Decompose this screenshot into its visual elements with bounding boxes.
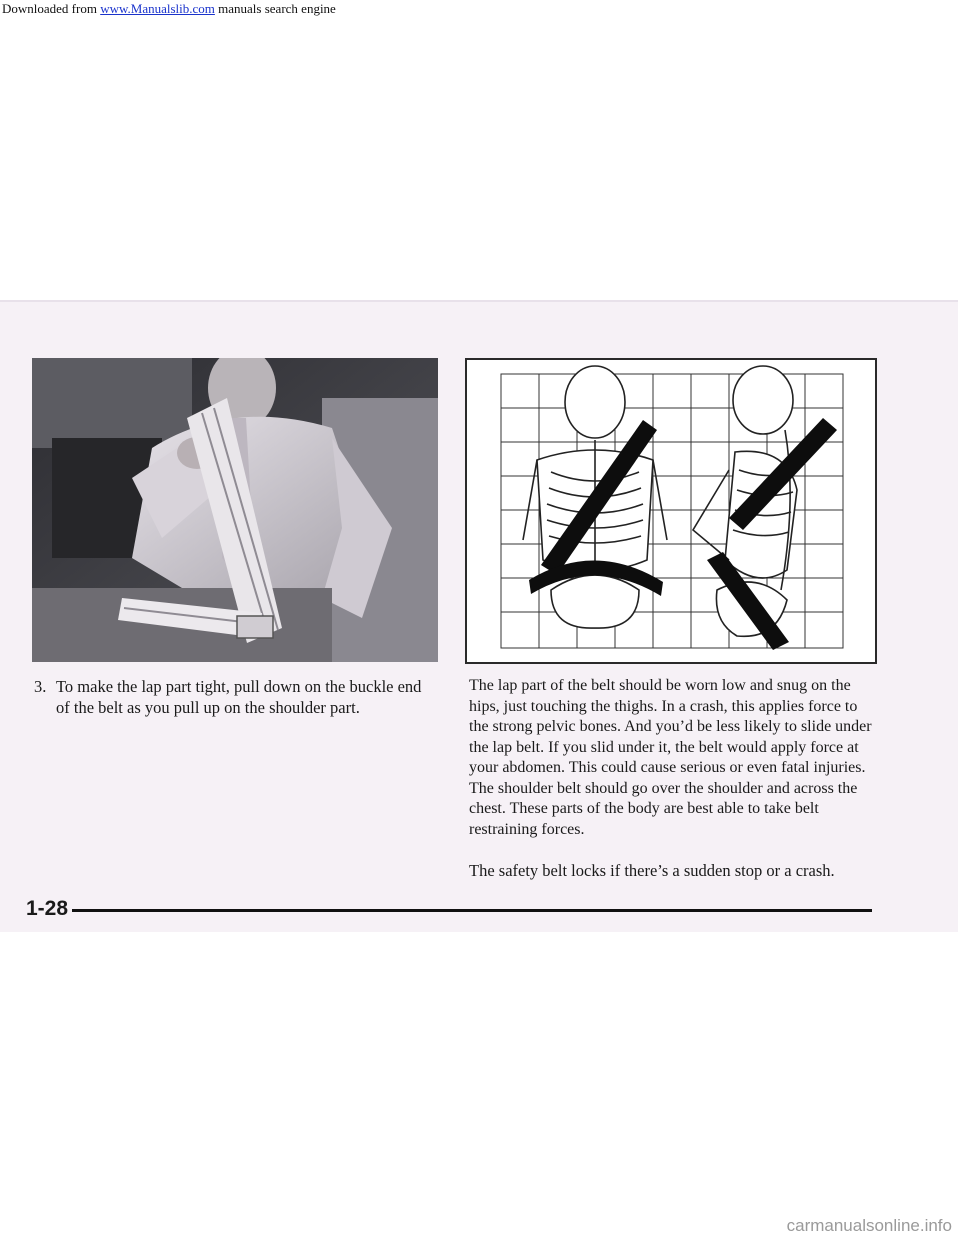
belt-lock-paragraph: The safety belt locks if there’s a sudden stop or a crash. — [469, 861, 835, 880]
step-number: 3. — [34, 677, 47, 696]
site-watermark: carmanualsonline.info — [786, 1216, 952, 1235]
footer-rule — [72, 909, 872, 912]
page-number: 1-28 — [26, 897, 69, 920]
banner-suffix: manuals search engine — [214, 1, 336, 16]
download-banner — [0, 0, 960, 18]
belt-position-diagram — [465, 358, 877, 664]
step-text: To make the lap part tight, pull down on the buckle end of the belt as you pull up on the shoulder part. — [56, 677, 422, 717]
page-top-edge — [0, 300, 958, 302]
instruction-step-3 — [34, 676, 434, 718]
banner-prefix: Downloaded from — [2, 1, 101, 16]
seatbelt-photo — [32, 358, 438, 662]
lap-belt-paragraph: The lap part of the belt should be worn low and snug on the hips, just touching the thighs. In a crash, this applies force to the strong pelvic bones. And you’d be less likely to slide under the lap belt. If you slid under it, the belt would apply force at your abdomen. This could cause serious or even fatal injuries. The shoulder belt should go over the shoulder and across the chest. These parts of the body are best able to take belt restraining forces. — [469, 677, 872, 838]
manualslib-link[interactable]: www.Manualslib.com — [100, 1, 215, 16]
